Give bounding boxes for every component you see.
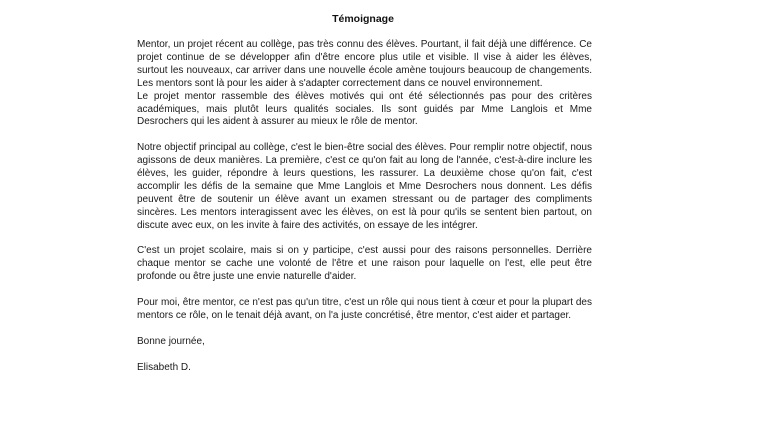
signature: Elisabeth D.	[137, 361, 191, 373]
paragraph-motivation: C'est un projet scolaire, mais si on y participe, c'est aussi pour des raisons personnelles. Derrière chaque mentor se cache une volonté de l'être et une raison pour laquelle on l'est, elle peut être profonde ou être juste une envie naturelle d'aider.	[137, 245, 592, 283]
paragraph-objective: Notre objectif principal au collège, c'est le bien-être social des élèves. Pour remplir notre objectif, nous agissons de deux manières. La première, c'est ce qu'on fait au long de l'année, c'est-à-dire inclure les élèves, les guider, répondre à leurs questions, les rassurer. La deuxième chose qu'on fait, c'est accomplir les défis de la semaine que Mme Langlois et Mme Desrochers nous donnent. Les défis peuvent être de soutenir un élève avant un examen stressant ou de partager des compliments sincères. Les mentors interagissent avec les élèves, on est là pour qu'ils se sentent bien partout, on discute avec eux, on les invite à faire des activités, on essaye de les intégrer.	[137, 142, 592, 231]
paragraph-intro: Mentor, un projet récent au collège, pas très connu des élèves. Pourtant, il fait déjà une différence. Ce projet continue de se développer afin d'être encore plus utile et visible. Il vise à aider les élèves, surtout les nouveaux, car arriver dans une nouvelle école amène toujours beaucoup de changements. Les mentors sont là pour les aider à s'adapter correctement dans ce nouvel environnement.	[137, 39, 592, 89]
paragraph-project-team: Le projet mentor rassemble des élèves motivés qui ont été sélectionnés pas pour des critères académiques, mais plutôt leurs qualités sociales. Ils sont guidés par Mme Langlois et Mme Desrochers qui les aident à assurer au mieux le rôle de mentor.	[137, 90, 592, 128]
document-body	[137, 39, 592, 387]
closing-greeting: Bonne journée,	[137, 335, 205, 347]
paragraph-personal-view: Pour moi, être mentor, ce n'est pas qu'un titre, c'est un rôle qui nous tient à cœur et pour la plupart des mentors ce rôle, on le tenait déjà avant, on l'a juste concrétisé, être mentor, c'est aider et partager.	[137, 297, 592, 321]
document-title: Témoignage	[332, 13, 394, 25]
